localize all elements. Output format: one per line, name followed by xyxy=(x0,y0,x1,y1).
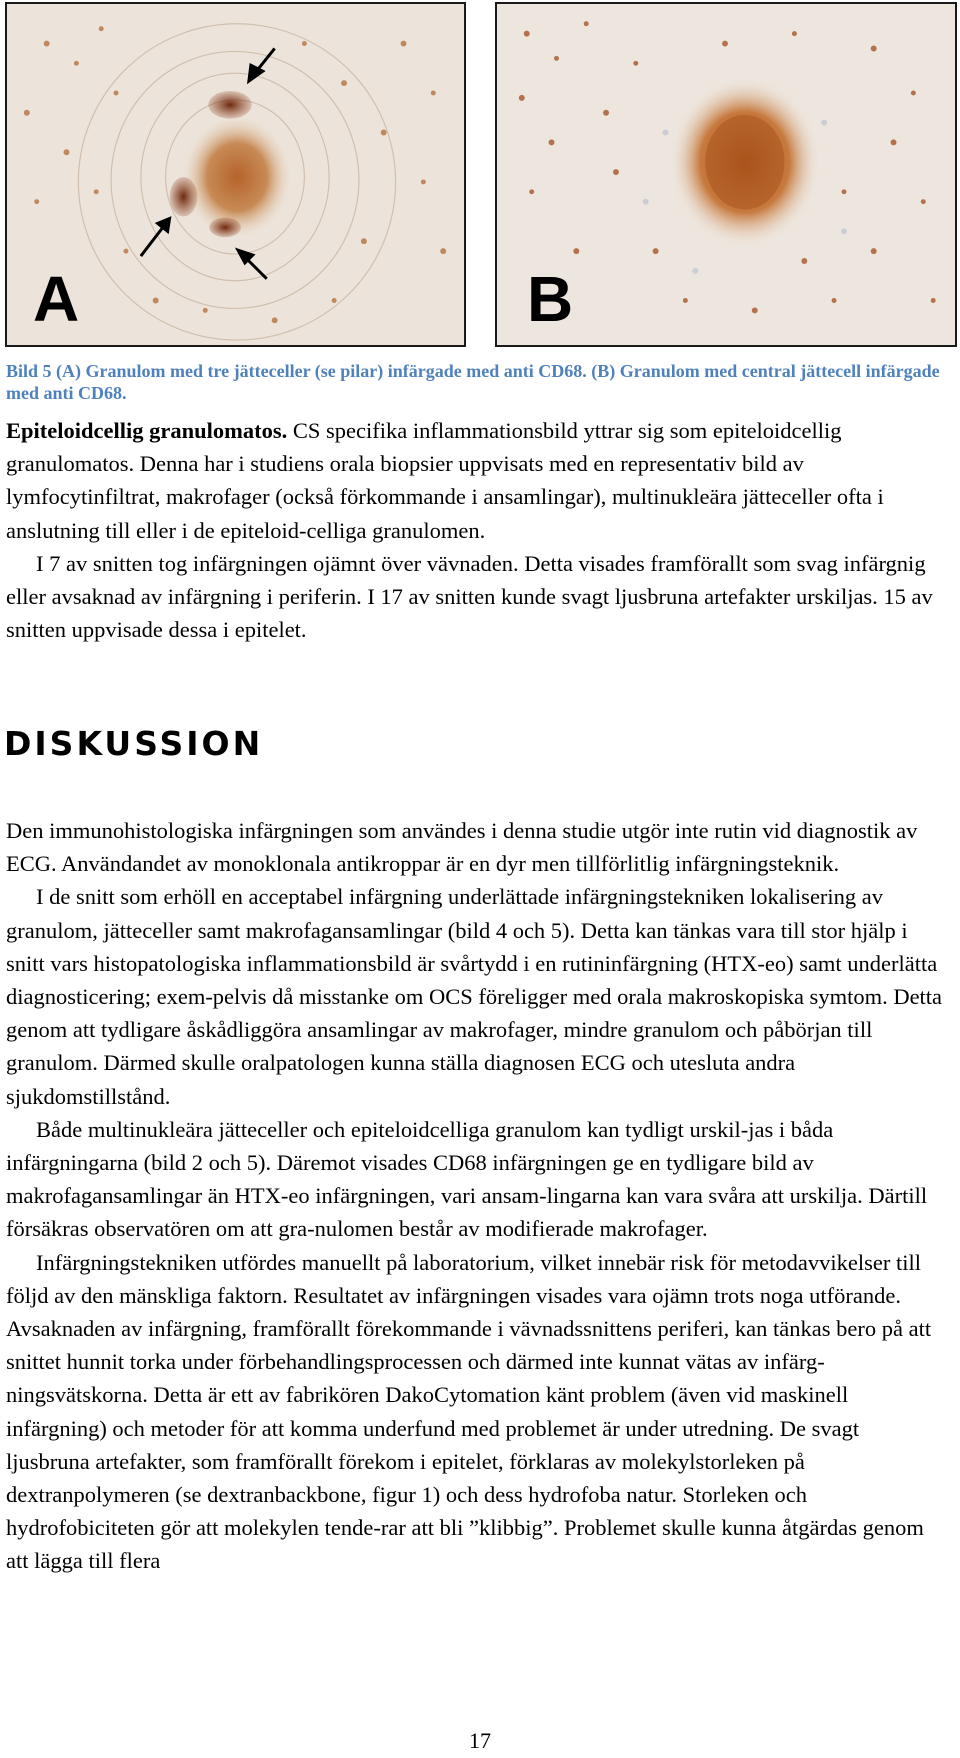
section-heading: DISKUSSION xyxy=(4,724,264,763)
panel-a-label: A xyxy=(33,263,80,335)
paragraph: Både multinukleära jätteceller och epiteloidcelliga granulom kan tydligt urskil-jas i båda infärgningarna (bild 2 och 5). Däremot visades CD68 infärgningen ge en tydligare bild av makrofagansamlingar än HTX-eo infärgningen, vari ansam-lingarna kan vara svåra att urskilja. Därtill försäkras observatören om att gra-nulomen består av modifierade makrofager. xyxy=(6,1116,928,1242)
figure-5 xyxy=(3,2,943,347)
micrograph-panel-b xyxy=(495,2,957,347)
section-granulomatosis xyxy=(6,414,946,646)
micrograph-panel-a xyxy=(5,2,466,347)
paragraph-lead: Epiteloidcellig granulomatos. xyxy=(6,418,288,443)
paragraph: I de snitt som erhöll en acceptabel infärgning underlättade infärgningstekniken lokalisering av granulom, jätteceller samt makrofagansamlingar (bild 4 och 5). Detta kan tänkas vara till stor hjälp i snitt vars histopatologiska inflammationsbild är svårtydd i en rutininfärgning (HTX-eo) samt underlätta diagnosticering; exem-pelvis då misstanke om OCS föreligger med orala makroskopiska symtom. Detta genom att tydligare åskådliggöra ansamlingar av makrofager, mindre granulom och påbörjan till granulom. Därmed skulle oralpatologen kunna ställa diagnosen ECG och utesluta andra sjukdomstillstånd. xyxy=(6,884,943,1109)
section-discussion xyxy=(6,814,946,1578)
paragraph-text: CS specifika inflammationsbild yttrar sig som epiteloidcellig granulomatos. Denna har i studiens orala biopsier uppvisats med en representativ bild av lymfocytinfiltrat, makrofager (också förkommande i ansamlingar), multinukleära jätteceller ofta i anslutning till eller i de epiteloid-celliga granulomen. xyxy=(6,418,884,543)
page-number: 17 xyxy=(469,1728,491,1753)
panel-b-label: B xyxy=(527,263,574,335)
paragraph: I 7 av snitten tog infärgningen ojämnt över vävnaden. Detta visades framförallt som svag infärgnig eller avsaknad av infärgning i periferin. I 17 av snitten kunde svagt ljusbruna artefakter urskiljas. 15 av snitten uppvisade dessa i epitelet. xyxy=(6,550,933,643)
paragraph: Infärgningstekniken utfördes manuellt på laboratorium, vilket innebär risk för metodavvikelser till följd av den mänskliga faktorn. Resultatet av infärgningen visades vara ojämn trots noga utförande. Avsaknaden av infärgning, framförallt förekommande i vävnadssnittens periferi, kan tänkas bero på att snittet hunnit torka under förbehandlingsprocessen och därmed inte kunnat vätas av infärg-ningsvätskorna. Detta är ett av fabrikören DakoCytomation känt problem (även vid maskinell infärgning) och metoder för att komma underfund med problemet är under utredning. De svagt ljusbruna artefakter, som framförallt förekom i epitelet, förklaras av molekylstorleken på dextranpolymeren (se dextranbackbone, figur 1) och dess hydrofoba natur. Storleken och hydrofobiciteten gör att molekylen tende-rar att bli ”klibbig”. Problemet skulle kunna åtgärdas genom att lägga till flera xyxy=(6,1249,932,1574)
paragraph: Den immunohistologiska infärgningen som användes i denna studie utgör inte rutin vid diagnostik av ECG. Användandet av monoklonala antikroppar är en dyr men tillförlitlig infärgningsteknik. xyxy=(6,818,918,877)
figure-caption: Bild 5 (A) Granulom med tre jätteceller (se pilar) infärgade med anti CD68. (B) Granulom med central jättecell infärgade med anti CD68. xyxy=(6,361,940,403)
paragraph xyxy=(6,414,946,547)
